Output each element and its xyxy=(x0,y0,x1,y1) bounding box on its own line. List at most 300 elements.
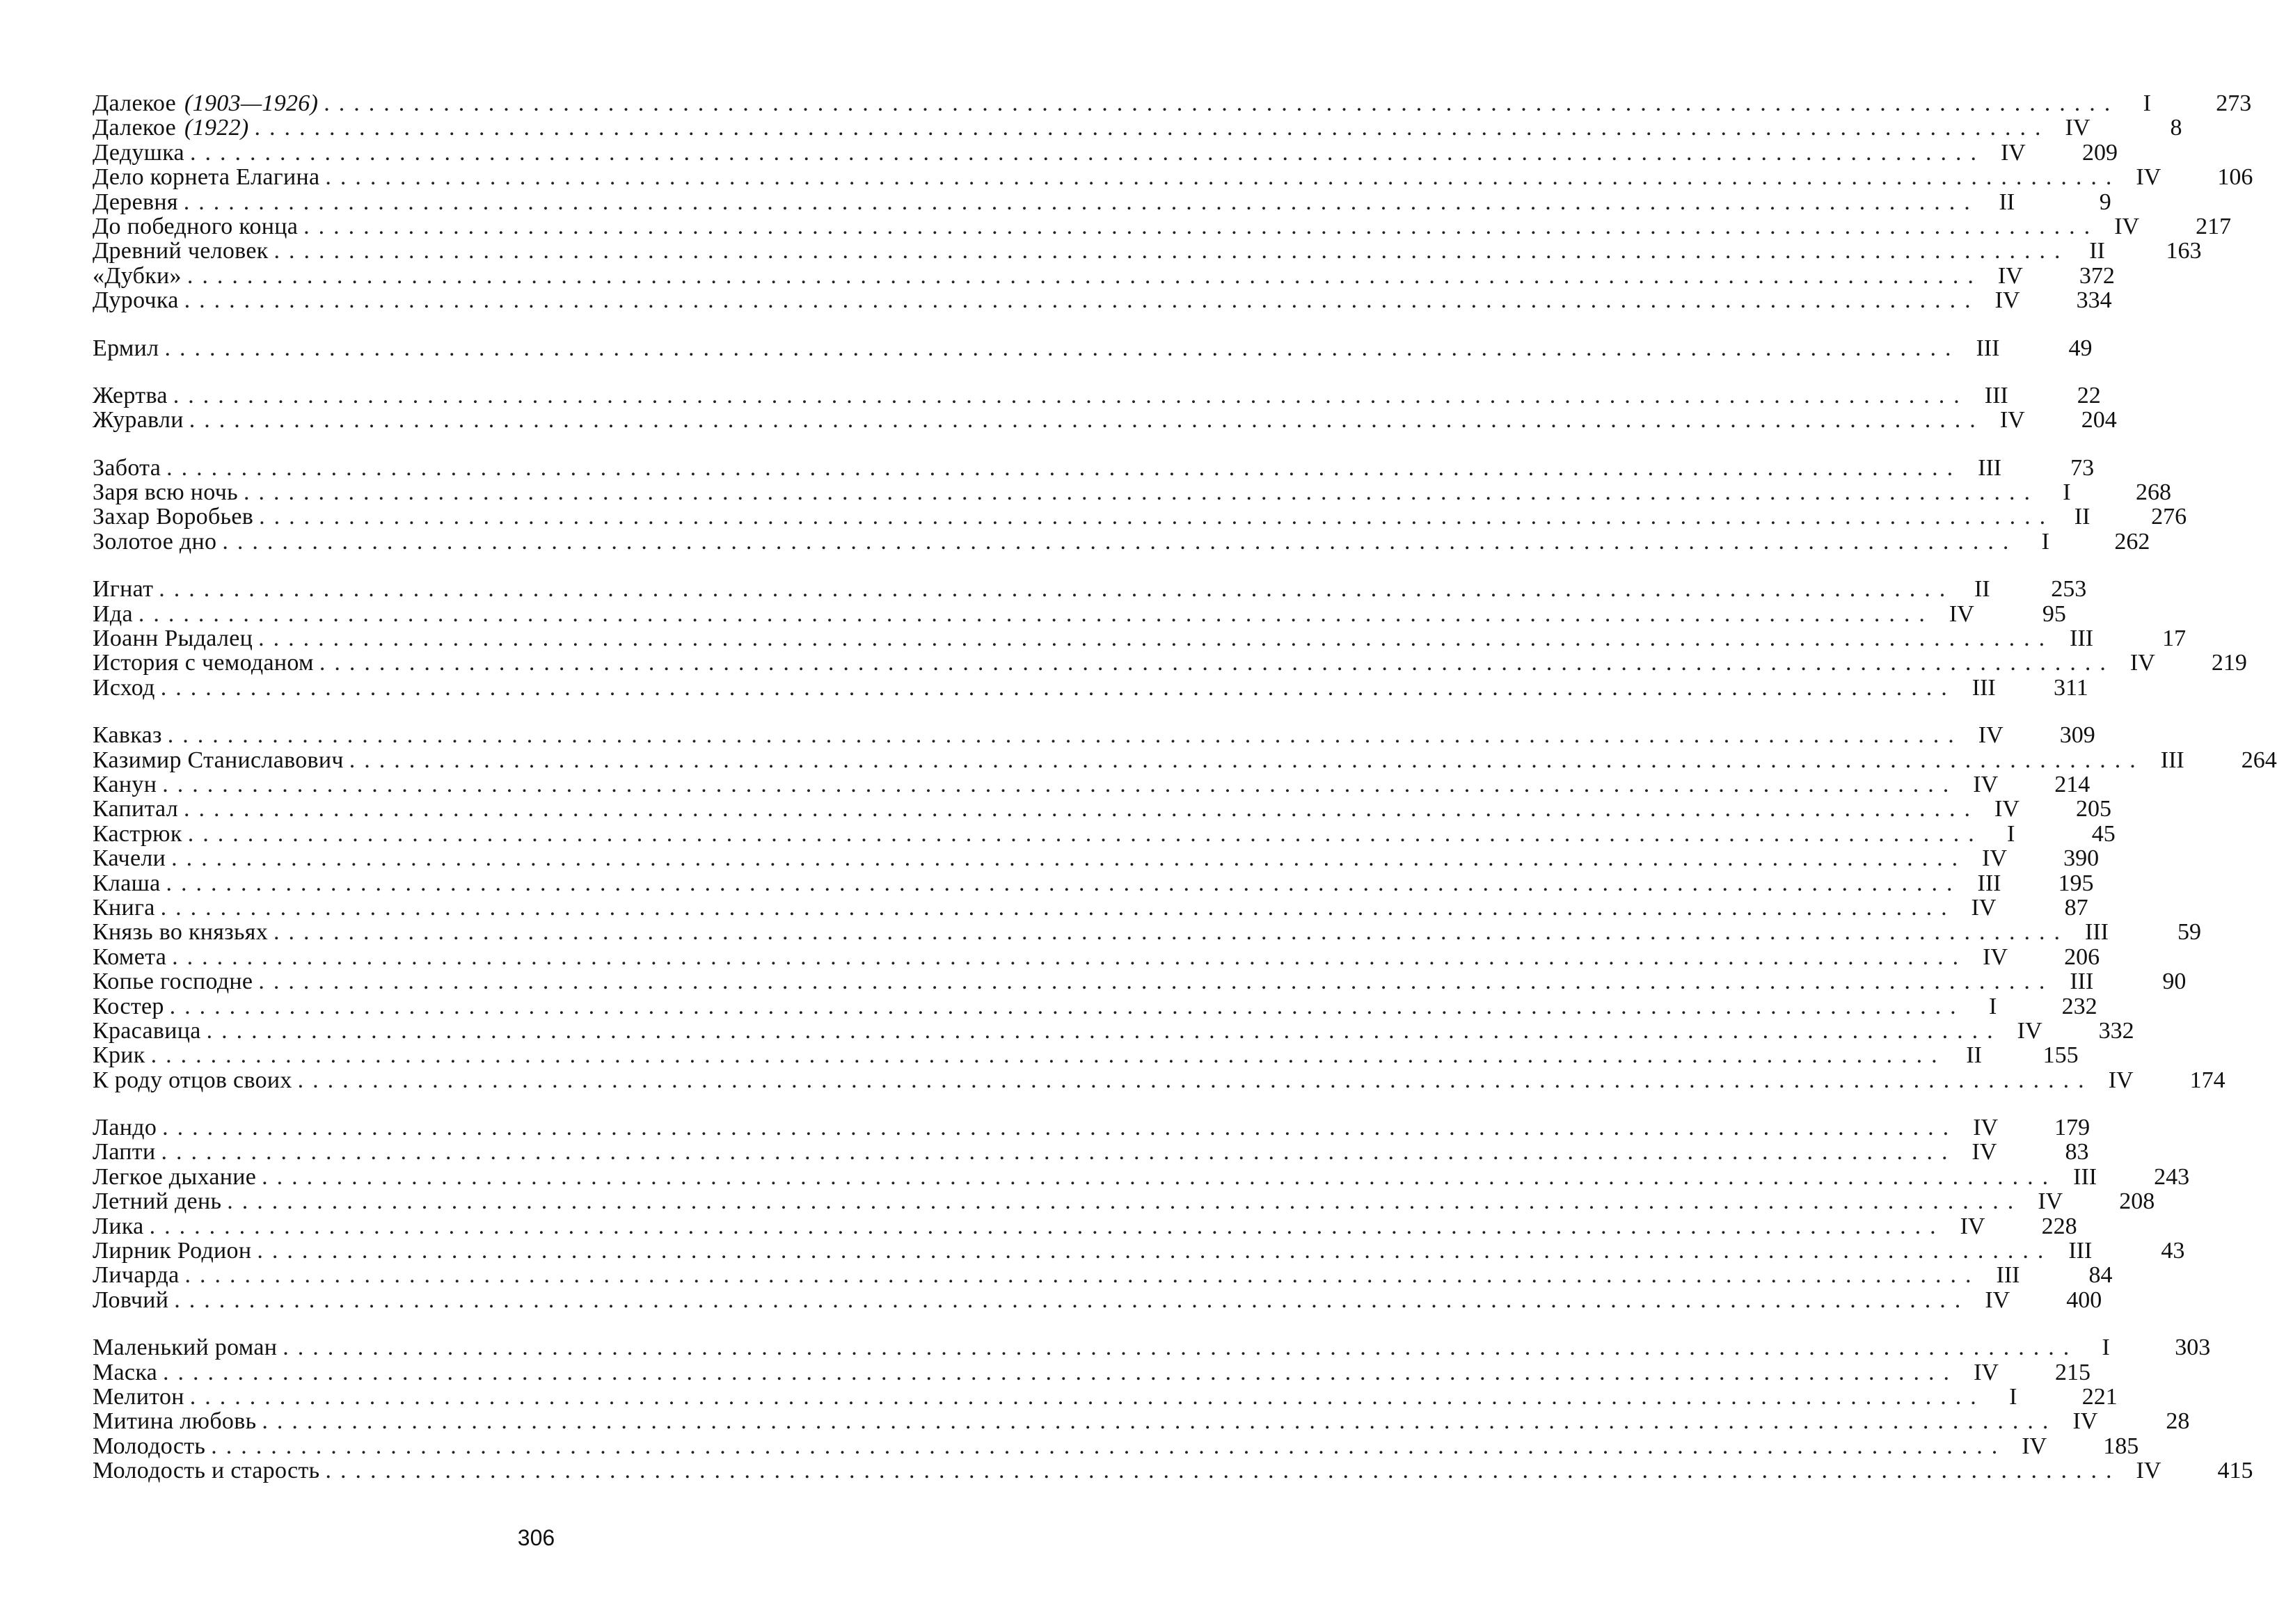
entry-year-note: (1922) xyxy=(184,115,249,141)
entry-volume: III xyxy=(1978,454,2002,481)
index-entry xyxy=(93,1335,2211,1361)
dot-leader: ........................................................................................................................ xyxy=(283,1335,2079,1361)
index-letter-group xyxy=(93,576,2247,701)
entry-page: 106 xyxy=(2217,164,2253,191)
entry-volume: IV xyxy=(1971,1139,1997,1165)
dot-leader: ........................................................................................................................ xyxy=(273,919,2069,946)
entry-volume: IV xyxy=(2136,1458,2161,1484)
dot-leader: ........................................................................................................................ xyxy=(169,993,1965,1019)
entry-title-text: Лирник Родион xyxy=(93,1238,252,1264)
entry-title-text: Дурочка xyxy=(93,287,179,314)
entry-volume: III xyxy=(2073,1163,2097,1190)
entry-title xyxy=(93,1115,162,1140)
dot-leader: ........................................................................................................................ xyxy=(262,1163,2058,1190)
index-letter-group xyxy=(93,1115,2190,1313)
index-entry xyxy=(93,600,2066,627)
entry-page: 87 xyxy=(2064,894,2088,921)
index-entry xyxy=(93,1408,2190,1435)
entry-title-text: Журавли xyxy=(93,407,184,433)
entry-title-text: Забота xyxy=(93,454,161,481)
index-entry xyxy=(93,164,2253,191)
entry-volume: III xyxy=(2070,969,2094,995)
entry-volume: I xyxy=(2041,528,2049,555)
entry-volume: IV xyxy=(1973,1115,1999,1141)
index-entry xyxy=(93,1213,2077,1239)
entry-title-text: «Дубки» xyxy=(93,262,182,289)
entry-page: 209 xyxy=(2081,139,2118,166)
dot-leader: ........................................................................................................................ xyxy=(254,115,2050,141)
entry-title-text: Ловчий xyxy=(93,1287,169,1313)
dot-leader: ........................................................................................................................ xyxy=(319,650,2115,676)
entry-title-text: Костер xyxy=(93,993,164,1019)
entry-title xyxy=(93,1019,207,1043)
index-entry xyxy=(93,870,2094,896)
entry-title-text: Молодость xyxy=(93,1433,206,1459)
index-letter-group xyxy=(93,335,2093,361)
index-letter-group xyxy=(93,454,2187,555)
index-entry xyxy=(93,90,2252,116)
dot-leader: ........................................................................................................................ xyxy=(167,722,1963,749)
entry-title-text: Игнат xyxy=(93,576,154,603)
dot-leader: ........................................................................................................................ xyxy=(138,600,1934,627)
dot-leader: ........................................................................................................................ xyxy=(206,1017,2002,1044)
entry-title xyxy=(93,383,173,408)
entry-title-text: Дело корнета Елагина xyxy=(93,164,320,191)
dot-leader: ........................................................................................................................ xyxy=(164,335,1960,361)
entry-volume: I xyxy=(2063,479,2071,506)
dot-leader: ........................................................................................................................ xyxy=(184,287,1980,314)
dot-leader: ........................................................................................................................ xyxy=(184,796,1979,822)
index-entry xyxy=(93,238,2202,264)
entry-page: 195 xyxy=(2058,870,2094,896)
entry-volume: III xyxy=(1977,870,2001,896)
entry-title xyxy=(93,1288,174,1312)
dot-leader: ........................................................................................................................ xyxy=(166,870,1962,896)
entry-title-text: Деревня xyxy=(93,189,178,215)
entry-volume: IV xyxy=(2022,1433,2047,1459)
entry-title xyxy=(93,626,258,651)
dot-leader: ........................................................................................................................ xyxy=(325,1458,2121,1484)
entry-volume: III xyxy=(2070,626,2094,652)
entry-title-text: Заря всю ночь xyxy=(93,479,238,506)
dot-leader: ........................................................................................................................ xyxy=(227,1188,2023,1215)
entry-volume: IV xyxy=(1994,796,2020,822)
entry-title xyxy=(93,1434,211,1458)
entry-page: 311 xyxy=(2053,674,2088,701)
entry-volume: IV xyxy=(2114,213,2140,239)
dot-leader: ........................................................................................................................ xyxy=(150,1042,1946,1069)
entry-page: 264 xyxy=(2241,747,2277,773)
entry-title xyxy=(93,676,161,700)
entry-page: 59 xyxy=(2177,919,2201,946)
index-letter-group xyxy=(93,382,2117,433)
index-entry xyxy=(93,382,2101,408)
entry-title-text: Кастрюк xyxy=(93,820,182,847)
entry-volume: III xyxy=(2160,747,2184,773)
entry-title-text: Золотое дно xyxy=(93,528,217,555)
entry-page: 243 xyxy=(2154,1163,2190,1190)
dot-leader: ........................................................................................................................ xyxy=(187,820,1983,847)
entry-title-text: Капитал xyxy=(93,796,178,822)
entry-volume: II xyxy=(1974,576,1990,603)
entry-title-text: До победного конца xyxy=(93,213,299,239)
entry-title xyxy=(93,1043,151,1067)
index-entry xyxy=(93,1139,2089,1165)
entry-page: 390 xyxy=(2063,845,2100,872)
entry-volume: IV xyxy=(2108,1067,2134,1093)
index-entry xyxy=(93,189,2111,215)
entry-volume: IV xyxy=(1982,845,2008,872)
entry-page: 205 xyxy=(2076,796,2111,822)
entry-title-text: Иоанн Рыдалец xyxy=(93,626,253,652)
entry-title xyxy=(93,456,166,480)
entry-page: 155 xyxy=(2042,1042,2079,1069)
index-entry xyxy=(93,796,2111,822)
entry-volume: II xyxy=(2089,238,2105,264)
entry-page: 273 xyxy=(2216,90,2252,116)
entry-title xyxy=(93,214,303,239)
dot-leader: ........................................................................................................................ xyxy=(161,1139,1957,1165)
dot-leader: ........................................................................................................................ xyxy=(159,576,1955,603)
index-entry xyxy=(93,504,2187,530)
index-entry xyxy=(93,1017,2134,1044)
entry-title xyxy=(93,1214,150,1239)
entry-page: 95 xyxy=(2042,600,2066,627)
entry-title xyxy=(93,797,184,821)
dot-leader: ........................................................................................................................ xyxy=(259,504,2055,530)
dot-leader: ........................................................................................................................ xyxy=(160,674,1956,701)
entry-title xyxy=(93,1165,262,1189)
entry-volume: IV xyxy=(1999,407,2025,433)
entry-page: 309 xyxy=(2059,722,2095,749)
entry-title xyxy=(93,945,172,969)
entry-page: 268 xyxy=(2135,479,2171,506)
index-entry xyxy=(93,845,2100,872)
entry-title xyxy=(93,846,171,870)
entry-title-text: Молодость и старость xyxy=(93,1458,320,1484)
entry-title-text: Качели xyxy=(93,845,166,872)
dot-leader: ........................................................................................................................ xyxy=(273,238,2070,264)
entry-title-text: Кавказ xyxy=(93,722,162,749)
entry-year-note: (1903—1926) xyxy=(184,90,319,116)
entry-page: 215 xyxy=(2055,1359,2091,1385)
dot-leader: ........................................................................................................................ xyxy=(162,1115,1958,1141)
index-entry xyxy=(93,1433,2139,1459)
entry-volume: IV xyxy=(1978,722,2004,749)
dot-leader: ........................................................................................................................ xyxy=(184,1262,1981,1289)
index-entry xyxy=(93,626,2187,652)
dot-leader: ........................................................................................................................ xyxy=(183,189,1979,215)
entry-title-text: Далекое xyxy=(93,115,177,141)
entry-title xyxy=(93,336,164,360)
dot-leader: ........................................................................................................................ xyxy=(211,1433,2007,1459)
entry-title xyxy=(93,190,184,214)
entry-volume: IV xyxy=(1949,600,1974,627)
entry-volume: I xyxy=(1989,993,1997,1019)
entry-title-text: Летний день xyxy=(93,1188,222,1215)
index-entry xyxy=(93,1163,2190,1190)
entry-title xyxy=(93,723,168,747)
entry-title xyxy=(93,264,187,288)
dot-leader: ........................................................................................................................ xyxy=(325,164,2121,191)
entry-title-text: Мелитон xyxy=(93,1383,184,1410)
entry-title xyxy=(93,91,324,116)
entry-title-text: Лика xyxy=(93,1213,144,1239)
entry-page: 17 xyxy=(2162,626,2187,652)
entry-title xyxy=(93,651,319,675)
entry-volume: IV xyxy=(2136,164,2161,191)
entry-volume: IV xyxy=(2000,139,2026,166)
index-entry xyxy=(93,528,2150,555)
entry-page: 206 xyxy=(2064,944,2100,970)
entry-volume: II xyxy=(1966,1042,1982,1069)
page-number: 306 xyxy=(517,1525,555,1550)
entry-page: 372 xyxy=(2079,262,2115,289)
entry-title xyxy=(93,480,244,504)
entry-page: 49 xyxy=(2068,335,2093,361)
entry-page: 9 xyxy=(2099,189,2111,215)
dot-leader: ........................................................................................................................ xyxy=(187,262,1983,289)
entry-volume: IV xyxy=(2072,1408,2098,1435)
dot-leader: ........................................................................................................................ xyxy=(349,747,2145,773)
dot-leader: ........................................................................................................................ xyxy=(243,479,2039,506)
entry-title-text: Князь во князьях xyxy=(93,919,268,946)
entry-page: 83 xyxy=(2065,1139,2089,1165)
entry-page: 400 xyxy=(2066,1287,2102,1313)
entry-title xyxy=(93,969,258,994)
entry-volume: III xyxy=(1984,382,2008,408)
entry-title xyxy=(93,1140,161,1164)
entry-page: 253 xyxy=(2051,576,2087,603)
entry-volume: III xyxy=(2068,1238,2093,1264)
dot-leader: ........................................................................................................................ xyxy=(160,894,1956,921)
entry-volume: II xyxy=(2074,504,2090,530)
entry-title-text: Дедушка xyxy=(93,139,184,166)
entry-page: 8 xyxy=(2170,115,2182,141)
entry-title xyxy=(93,871,166,895)
entry-title xyxy=(93,1239,257,1263)
entry-title xyxy=(93,141,190,165)
entry-volume: IV xyxy=(2017,1017,2042,1044)
dot-leader: ........................................................................................................................ xyxy=(257,1238,2053,1264)
dot-leader: ........................................................................................................................ xyxy=(324,90,2120,116)
dot-leader: ........................................................................................................................ xyxy=(163,1359,1959,1385)
dot-leader: ........................................................................................................................ xyxy=(262,1408,2058,1435)
entry-volume: III xyxy=(1971,674,1996,701)
entry-volume: III xyxy=(1976,335,2000,361)
entry-title xyxy=(93,1189,227,1213)
entry-title xyxy=(93,288,184,312)
entry-title-text: Клаша xyxy=(93,870,161,896)
entry-title-text: Копье господне xyxy=(93,969,253,995)
entry-title-text: Маска xyxy=(93,1359,158,1385)
entry-title xyxy=(93,1335,283,1360)
index-entry xyxy=(93,1188,2155,1215)
dot-leader: ........................................................................................................................ xyxy=(222,528,2018,555)
entry-title-text: Крик xyxy=(93,1042,145,1069)
index-entry xyxy=(93,335,2093,361)
index-entry xyxy=(93,576,2087,603)
dot-leader: ........................................................................................................................ xyxy=(166,454,1962,481)
index-entry xyxy=(93,1067,2226,1093)
entry-volume: IV xyxy=(2065,115,2090,141)
index-letter-group xyxy=(93,90,2253,314)
index-entry xyxy=(93,407,2117,433)
entry-title-text: Жертва xyxy=(93,382,168,408)
entry-page: 185 xyxy=(2103,1433,2139,1459)
entry-title-text: Древний человек xyxy=(93,238,269,264)
entry-page: 221 xyxy=(2081,1383,2118,1410)
entry-title xyxy=(93,408,189,432)
dot-leader: ........................................................................................................................ xyxy=(189,139,1985,166)
entry-volume: IV xyxy=(1997,262,2023,289)
entry-title xyxy=(93,1409,262,1433)
entry-volume: IV xyxy=(1994,287,2020,314)
index-entry xyxy=(93,1359,2091,1385)
index-entry xyxy=(93,213,2232,239)
index-entry xyxy=(93,919,2201,946)
index-entry xyxy=(93,820,2116,847)
index-entry xyxy=(93,1262,2113,1289)
entry-title xyxy=(93,577,159,601)
entry-page: 332 xyxy=(2098,1017,2134,1044)
index-entry xyxy=(93,969,2187,995)
entry-page: 228 xyxy=(2041,1213,2077,1239)
dot-leader: ........................................................................................................................ xyxy=(172,944,1968,970)
entry-page: 204 xyxy=(2081,407,2117,433)
entry-title xyxy=(93,1068,298,1092)
entry-title-text: Ермил xyxy=(93,335,159,361)
entry-page: 179 xyxy=(2054,1115,2090,1141)
entry-volume: III xyxy=(1996,1262,2020,1289)
entry-title xyxy=(93,165,325,189)
entry-title xyxy=(93,895,161,920)
index-entry xyxy=(93,993,2097,1019)
entry-title-text: Исход xyxy=(93,674,155,701)
entry-title-text: Ида xyxy=(93,600,133,627)
entry-title-text: Канун xyxy=(93,771,157,797)
entry-page: 84 xyxy=(2088,1262,2113,1289)
entry-title-text: Казимир Станиславович xyxy=(93,747,344,773)
entry-title xyxy=(93,239,274,263)
entry-volume: I xyxy=(2007,820,2015,847)
index-entry xyxy=(93,1458,2253,1484)
entry-volume: IV xyxy=(1983,944,2008,970)
dot-leader: ........................................................................................................................ xyxy=(174,1287,1970,1313)
entry-page: 334 xyxy=(2076,287,2112,314)
entry-title-text: Личарда xyxy=(93,1262,180,1289)
entry-title xyxy=(93,748,349,772)
index-entry xyxy=(93,454,2095,481)
entry-page: 174 xyxy=(2189,1067,2226,1093)
entry-page: 43 xyxy=(2161,1238,2185,1264)
entry-title-text: Митина любовь xyxy=(93,1408,257,1435)
dot-leader: ........................................................................................................................ xyxy=(303,213,2100,239)
entry-page: 73 xyxy=(2070,454,2095,481)
entry-page: 28 xyxy=(2166,1408,2190,1435)
entry-title xyxy=(93,1263,185,1287)
index-entry xyxy=(93,1115,2090,1141)
index-letter-group xyxy=(93,1335,2253,1484)
entry-volume: I xyxy=(2143,90,2151,116)
index-entry xyxy=(93,722,2095,749)
index-entry xyxy=(93,1287,2102,1313)
index-entry xyxy=(93,115,2182,141)
entry-title-text: К роду отцов своих xyxy=(93,1067,292,1093)
entry-title-text: Комета xyxy=(93,944,167,970)
entry-page: 303 xyxy=(2175,1335,2211,1361)
entry-volume: IV xyxy=(2038,1188,2063,1215)
index-entry xyxy=(93,747,2277,773)
entry-title-text: Лапти xyxy=(93,1139,156,1165)
entry-volume: I xyxy=(2102,1335,2110,1361)
dot-leader: ........................................................................................................................ xyxy=(189,407,1985,433)
index-entry xyxy=(93,650,2247,676)
entry-page: 214 xyxy=(2054,771,2090,797)
index-entry xyxy=(93,771,2090,797)
dot-leader: ........................................................................................................................ xyxy=(258,969,2054,995)
entry-title xyxy=(93,822,188,846)
entry-title xyxy=(93,1385,190,1409)
dot-leader: ........................................................................................................................ xyxy=(189,1383,1985,1410)
entry-page: 232 xyxy=(2061,993,2097,1019)
entry-page: 22 xyxy=(2077,382,2101,408)
entry-volume: IV xyxy=(1971,894,1997,921)
index-entry xyxy=(93,1238,2185,1264)
entry-title-text: Далекое xyxy=(93,90,177,116)
entry-volume: IV xyxy=(1974,1359,1999,1385)
index-entry xyxy=(93,262,2115,289)
index-entry xyxy=(93,287,2112,314)
index-letter-group xyxy=(93,722,2277,1093)
entry-title-text: Легкое дыхание xyxy=(93,1163,257,1190)
entry-title-text: Ландо xyxy=(93,1115,157,1141)
entry-volume: II xyxy=(1999,189,2015,215)
dot-leader: ........................................................................................................................ xyxy=(162,771,1958,797)
index-entry xyxy=(93,1383,2118,1410)
entry-title xyxy=(93,920,273,944)
entry-title xyxy=(93,1360,163,1385)
entry-page: 208 xyxy=(2119,1188,2155,1215)
entry-title xyxy=(93,530,222,554)
entry-volume: III xyxy=(2085,919,2109,946)
index-entry xyxy=(93,674,2088,701)
entry-title xyxy=(93,116,255,140)
dot-leader: ........................................................................................................................ xyxy=(171,845,1967,872)
entry-volume: IV xyxy=(1973,771,1999,797)
entry-page: 45 xyxy=(2091,820,2116,847)
dot-leader: ........................................................................................................................ xyxy=(297,1067,2093,1093)
entry-volume: I xyxy=(2009,1383,2017,1410)
entry-title xyxy=(93,504,259,529)
index-entry xyxy=(93,944,2100,970)
entry-volume: IV xyxy=(1960,1213,1985,1239)
entry-page: 90 xyxy=(2162,969,2187,995)
entry-title-text: История с чемоданом xyxy=(93,650,314,676)
index-entry xyxy=(93,894,2088,921)
dot-leader: ........................................................................................................................ xyxy=(149,1213,1945,1239)
entry-title xyxy=(93,1458,325,1483)
entry-volume: IV xyxy=(1985,1287,2010,1313)
dot-leader: ........................................................................................................................ xyxy=(173,382,1969,408)
entry-page: 415 xyxy=(2217,1458,2253,1484)
entry-page: 163 xyxy=(2166,238,2202,264)
entry-title-text: Маленький роман xyxy=(93,1335,278,1361)
index-entry xyxy=(93,1042,2079,1069)
entry-title xyxy=(93,994,170,1019)
entry-title xyxy=(93,772,162,797)
entry-title-text: Красавица xyxy=(93,1017,201,1044)
